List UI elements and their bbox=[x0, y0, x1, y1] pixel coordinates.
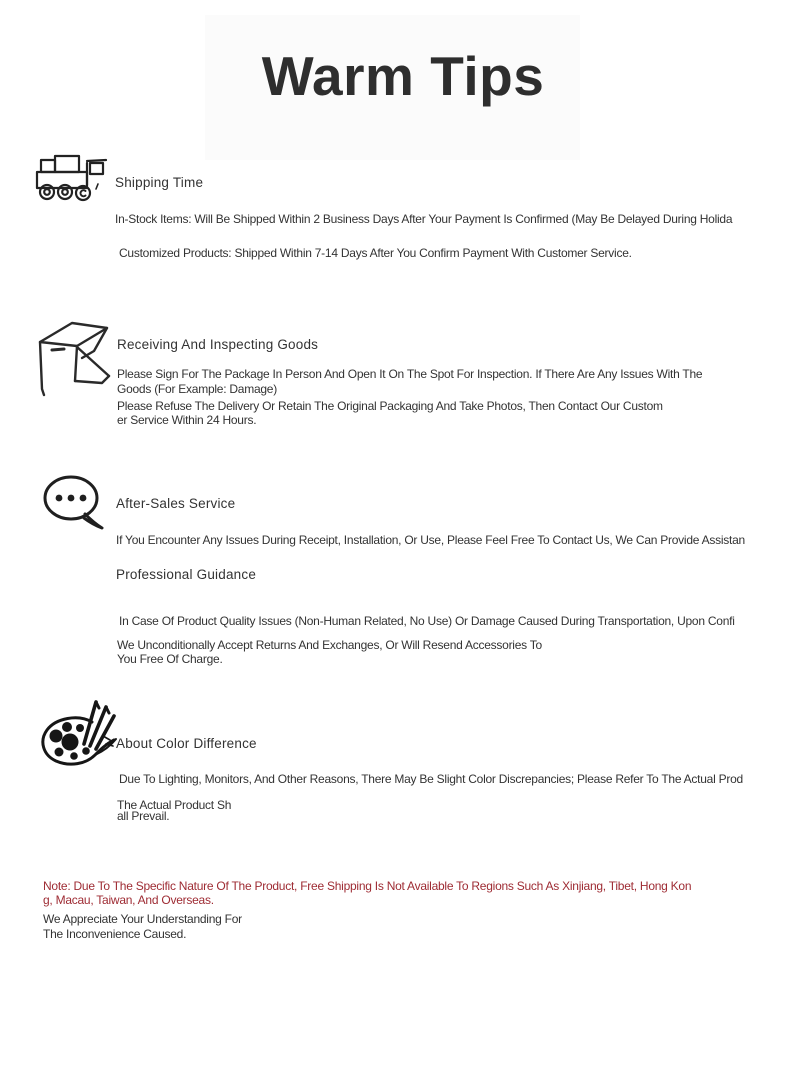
receiving-line-3: Please Refuse The Delivery Or Retain The Original Packaging And Take Photos, Then Contact Our Custom bbox=[117, 399, 663, 413]
heading-after-sales: After-Sales Service bbox=[116, 496, 236, 511]
heading-color-difference: About Color Difference bbox=[116, 736, 257, 751]
color-line-1: Due To Lighting, Monitors, And Other Reasons, There May Be Slight Color Discrepancies; Please Refer To The Actual Prod bbox=[119, 772, 743, 786]
truck-icon bbox=[34, 151, 110, 203]
receiving-line-4: er Service Within 24 Hours. bbox=[117, 413, 257, 427]
shipping-customized-line: Customized Products: Shipped Within 7-14 Days After You Confirm Payment With Customer Service. bbox=[119, 246, 632, 260]
guidance-line-2: We Unconditionally Accept Returns And Exchanges, Or Will Resend Accessories To bbox=[117, 638, 542, 652]
shipping-instock-line: In-Stock Items: Will Be Shipped Within 2 Business Days After Your Payment Is Confirmed (May Be Delayed During Holida bbox=[115, 212, 733, 226]
guidance-line-3: You Free Of Charge. bbox=[117, 652, 223, 666]
heading-shipping-time: Shipping Time bbox=[115, 175, 204, 190]
note-plain-line-2: The Inconvenience Caused. bbox=[43, 927, 187, 941]
note-red-line-1: Note: Due To The Specific Nature Of The Product, Free Shipping Is Not Available To Regions Such As Xinjiang, Tibet, Hong Kon bbox=[43, 879, 692, 893]
receiving-line-1: Please Sign For The Package In Person And Open It On The Spot For Inspection. If There Are Any Issues With The bbox=[117, 367, 703, 381]
chat-bubble-icon bbox=[40, 471, 110, 533]
box-icon bbox=[30, 315, 118, 407]
aftersales-line: If You Encounter Any Issues During Receipt, Installation, Or Use, Please Feel Free To Contact Us, We Can Provide Assistan bbox=[116, 533, 745, 547]
note-plain-line-1: We Appreciate Your Understanding For bbox=[43, 912, 242, 926]
color-line-3: all Prevail. bbox=[117, 809, 170, 823]
receiving-line-2: Goods (For Example: Damage) bbox=[117, 382, 277, 396]
color-line-2: The Actual Product Sh bbox=[117, 798, 232, 812]
subheading-professional-guidance: Professional Guidance bbox=[116, 567, 257, 582]
heading-receiving-inspecting: Receiving And Inspecting Goods bbox=[117, 337, 319, 352]
palette-icon bbox=[36, 694, 126, 774]
page-title: Warm Tips bbox=[261, 45, 545, 107]
note-red-line-2: g, Macau, Taiwan, And Overseas. bbox=[43, 893, 214, 907]
guidance-line-1: In Case Of Product Quality Issues (Non-Human Related, No Use) Or Damage Caused During Transportation, Upon Confi bbox=[119, 614, 735, 628]
